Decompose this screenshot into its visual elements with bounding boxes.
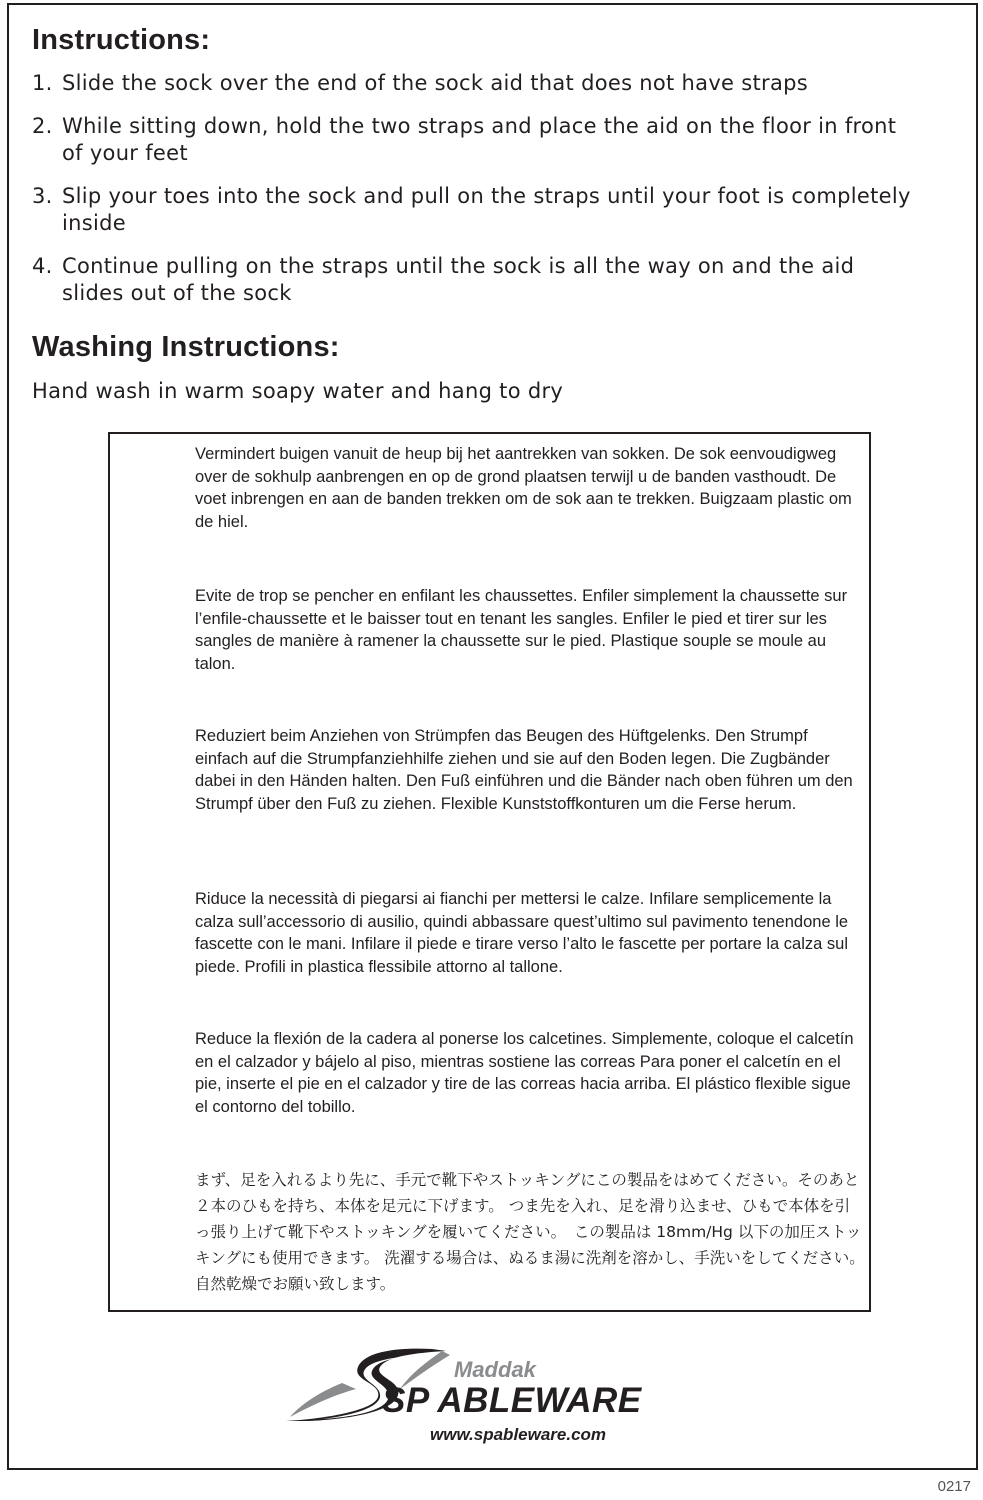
translation-japanese: まず、足を入れるより先に、手元で靴下やストッキングにこの製品をはめてください。そのあと２本のひもを持ち、本体を足元に下げます。 つま先を入れ、足を滑り込ませ、ひもで本体を引っ張り上げて靴下やストッキングを履いてください。 この製品は 18mm/Hg 以下の加圧ストッキングにも使用できます。 洗濯する場合は、ぬるま湯に洗剤を溶かし、手洗いをしてください。 自然乾燥でお願い致します。 [195, 1171, 865, 1293]
instruction-step [32, 113, 912, 167]
instructions-heading: Instructions: [32, 24, 211, 56]
translation-italian: Riduce la necessità di piegarsi ai fianchi per mettersi le calze. Infilare semplicemente la calza sull’accessorio di ausilio, quindi abbassare quest’ultimo sul pavimento tenendone le fascette con le mani. Infilare il piede e tirare verso l’alto le fascette per portare la calza sul piede. Profili in plastica flessibile attorno al tallone. [195, 890, 849, 976]
brand-maddak: Maddak [454, 1357, 536, 1382]
instruction-step [32, 253, 912, 307]
step-number: 1. [32, 71, 53, 95]
washing-instructions-text: Hand wash in warm soapy water and hang to dry [32, 379, 564, 403]
instruction-step [32, 183, 912, 237]
step-text: Continue pulling on the straps until the sock is all the way on and the aid slides out of the sock [62, 254, 855, 305]
step-number: 2. [32, 114, 53, 138]
translations-box [108, 432, 871, 1312]
step-text: Slip your toes into the sock and pull on the straps until your foot is completely inside [62, 184, 911, 235]
page-code: 0217 [937, 1478, 971, 1495]
step-number: 4. [32, 254, 53, 278]
translation-dutch: Vermindert buigen vanuit de heup bij het aantrekken van sokken. De sok eenvoudigweg over de sokhulp aanbrengen en op de grond plaatsen terwijl u de banden vasthoudt. De voet inbrengen en aan de banden trekken om de sok aan te trekken. Buigzaam plastic om de hiel. [195, 445, 852, 531]
translation-spanish: Reduce la flexión de la cadera al ponerse los calcetines. Simplemente, coloque el calcetín en el calzador y bájelo al piso, mientras sostiene las correas Para poner el calcetín en el pie, inserte el pie en el calzador y tire de las correas hacia arriba. El plástico flexible sigue el contorno del tobillo. [195, 1030, 854, 1116]
sp-ableware-logo [282, 1345, 702, 1450]
brand-sp-ableware: SP ABLEWARE [382, 1381, 642, 1420]
step-text: While sitting down, hold the two straps and place the aid on the floor in front of your feet [62, 114, 897, 165]
washing-instructions-heading: Washing Instructions: [32, 331, 340, 363]
step-text: Slide the sock over the end of the sock aid that does not have straps [62, 71, 808, 95]
translation-french: Evite de trop se pencher en enfilant les chaussettes. Enfiler simplement la chaussette sur l’enfile-chaussette et le baisser tout en tenant les sangles. Enfiler le pied et tirer sur les sangles de manière à ramener la chaussette sur le pied. Plastique souple se moule au talon. [195, 587, 848, 673]
instruction-steps-list [32, 70, 912, 323]
brand-url: www.spableware.com [430, 1425, 607, 1444]
instruction-step [32, 70, 912, 97]
translation-german: Reduziert beim Anziehen von Strümpfen das Beugen des Hüftgelenks. Den Strumpf einfach auf die Strumpfanziehhilfe ziehen und sie auf den Boden legen. Die Zugbänder dabei in den Händen halten. Den Fuß einführen und die Bänder nach oben führen um den Strumpf über den Fuß zu ziehen. Flexible Kunststoffkonturen um die Ferse herum. [195, 727, 853, 813]
step-number: 3. [32, 184, 53, 208]
